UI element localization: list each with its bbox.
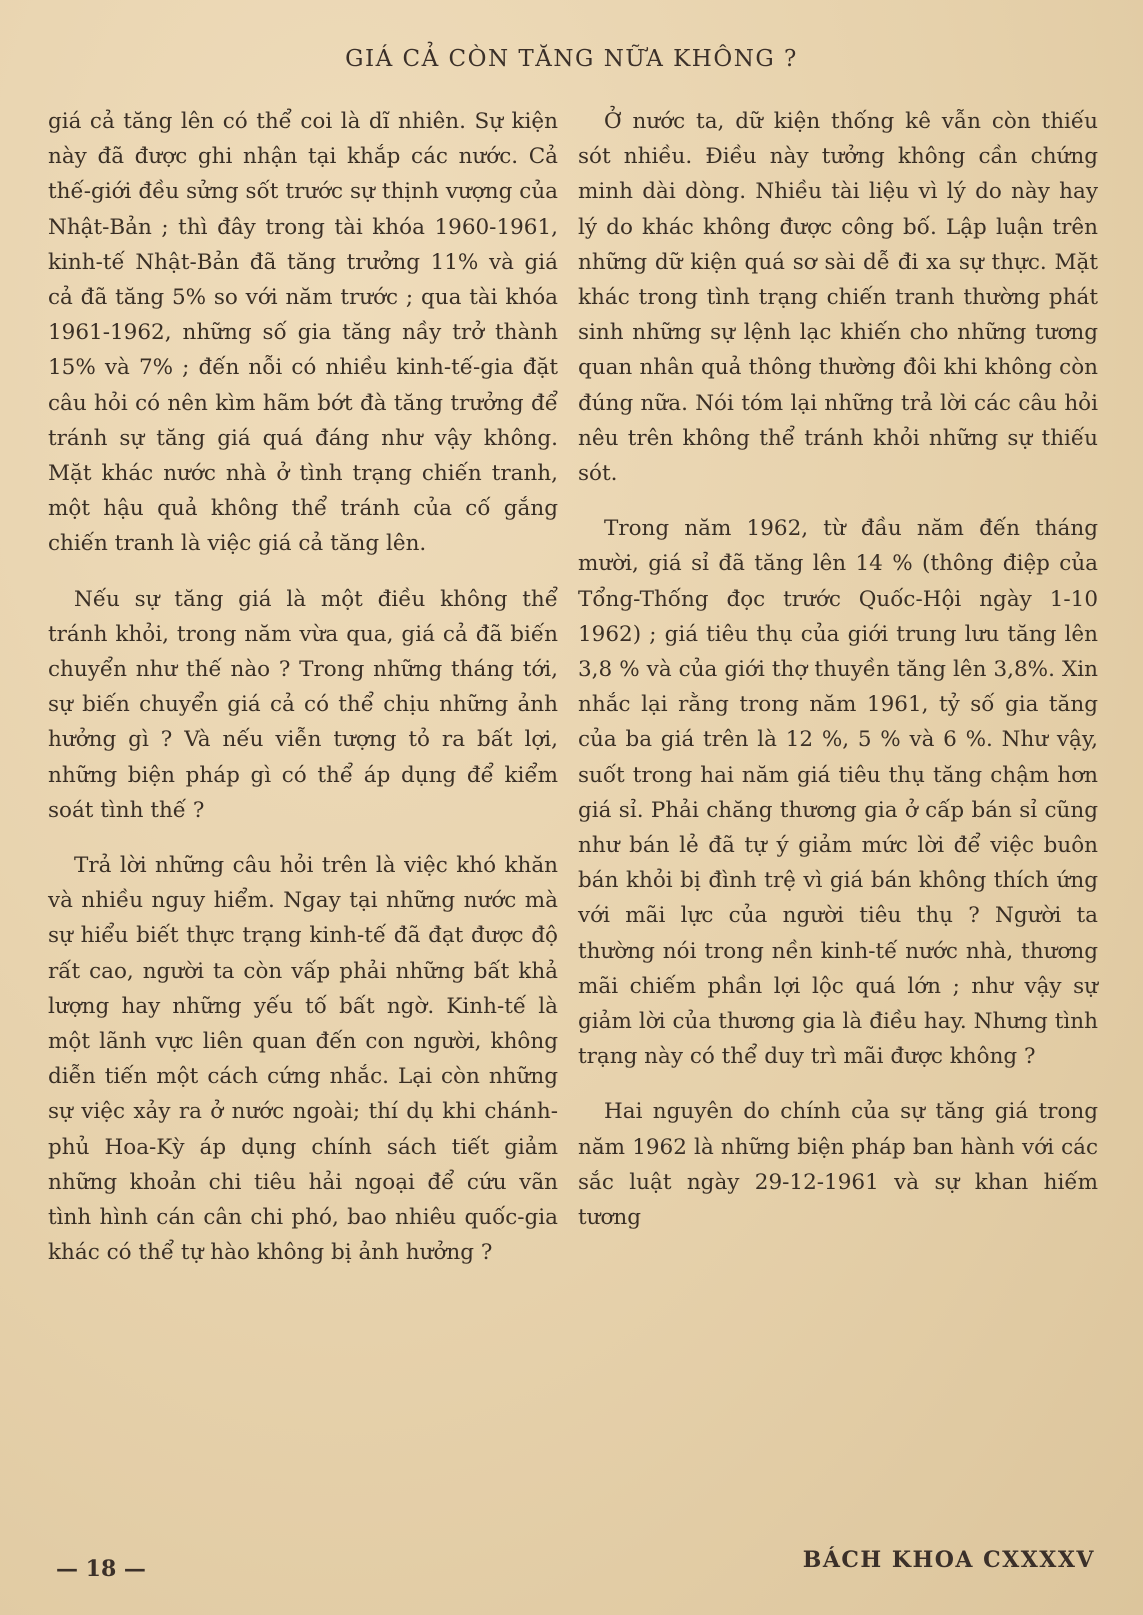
page-number: — 18 — xyxy=(56,1556,146,1582)
right-paragraph-1: Ở nước ta, dữ kiện thống kê vẫn còn thiếu sót nhiều. Điều này tưởng không cần chứng minh dài dòng. Nhiều tài liệu vì lý do này hay lý do khác không được công bố. Lập luận trên những dữ kiện quá sơ sài dễ đi xa sự thực. Mặt khác trong tình trạng chiến tranh thường phát sinh những sự lệnh lạc khiến cho những tương quan nhân quả thông thường đôi khi không còn đúng nữa. Nói tóm lại những trả lời các câu hỏi nêu trên không thể tránh khỏi những sự thiếu sót. xyxy=(578,109,1098,487)
left-paragraph-2: Nếu sự tăng giá là một điều không thể tránh khỏi, trong năm vừa qua, giá cả đã biến chuyển như thế nào ? Trong những tháng tới, sự biến chuyển giá cả có thể chịu những ảnh hưởng gì ? Và nếu viễn tượng tỏ ra bất lợi, những biện pháp gì có thể áp dụng để kiểm soát tình thế ? xyxy=(48,586,558,823)
right-column xyxy=(578,104,1098,1255)
publication-footer: BÁCH KHOA CXXXXV xyxy=(802,1547,1095,1573)
right-paragraph-2: Trong năm 1962, từ đầu năm đến tháng mười, giá sỉ đã tăng lên 14 % (thông điệp của Tổng-Thống đọc trước Quốc-Hội ngày 1-10 1962) ; giá tiêu thụ của giới trung lưu tăng lên 3,8 % và của giới thợ thuyền tăng lên 3,8%. Xin nhắc lại rằng trong năm 1961, tỷ số gia tăng của ba giá trên là 12 %, 5 % và 6 %. Như vậy, suốt trong hai năm giá tiêu thụ tăng chậm hơn giá sỉ. Phải chăng thương gia ở cấp bán sỉ cũng như bán lẻ đã tự ý giảm mức lời để việc buôn bán khỏi bị đình trệ vì giá bán không thích ứng với mãi lực của người tiêu thụ ? Người ta thường nói trong nền kinh-tế nước nhà, thương mãi chiếm phần lợi lộc quá lớn ; như vậy sự giảm lời của thương gia là điều hay. Nhưng tình trạng này có thể duy trì mãi được không ? xyxy=(578,516,1098,1070)
left-column xyxy=(48,104,558,1291)
left-paragraph-1: giá cả tăng lên có thể coi là dĩ nhiên. Sự kiện này đã được ghi nhận tại khắp các nước. Cả thế-giới đều sửng sốt trước sự thịnh vượng của Nhật-Bản ; thì đây trong tài khóa 1960-1961, kinh-tế Nhật-Bản đã tăng trưởng 11% và giá cả đã tăng 5% so với năm trước ; qua tài khóa 1961-1962, những số gia tăng nầy trở thành 15% và 7% ; đến nỗi có nhiều kinh-tế-gia đặt câu hỏi có nên kìm hãm bớt đà tăng trưởng để tránh sự tăng giá quá đáng như vậy không. Mặt khác nước nhà ở tình trạng chiến tranh, một hậu quả không thể tránh của cố gắng chiến tranh là việc giá cả tăng lên. xyxy=(48,109,558,557)
running-head-title: GIÁ CẢ CÒN TĂNG NỮA KHÔNG ? xyxy=(345,46,798,72)
right-paragraph-3: Hai nguyên do chính của sự tăng giá trong năm 1962 là những biện pháp ban hành với các sắc luật ngày 29-12-1961 và sự khan hiếm tương xyxy=(578,1099,1098,1231)
left-paragraph-3: Trả lời những câu hỏi trên là việc khó khăn và nhiều nguy hiểm. Ngay tại những nước mà sự hiểu biết thực trạng kinh-tế đã đạt được độ rất cao, người ta còn vấp phải những bất khả lượng hay những yếu tố bất ngờ. Kinh-tế là một lãnh vực liên quan đến con người, không diễn tiến một cách cứng nhắc. Lại còn những sự việc xảy ra ở nước ngoài; thí dụ khi chánh-phủ Hoa-Kỳ áp dụng chính sách tiết giảm những khoản chi tiêu hải ngoại để cứu vãn tình hình cán cân chi phó, bao nhiêu quốc-gia khác có thể tự hào không bị ảnh hưởng ? xyxy=(48,853,558,1266)
